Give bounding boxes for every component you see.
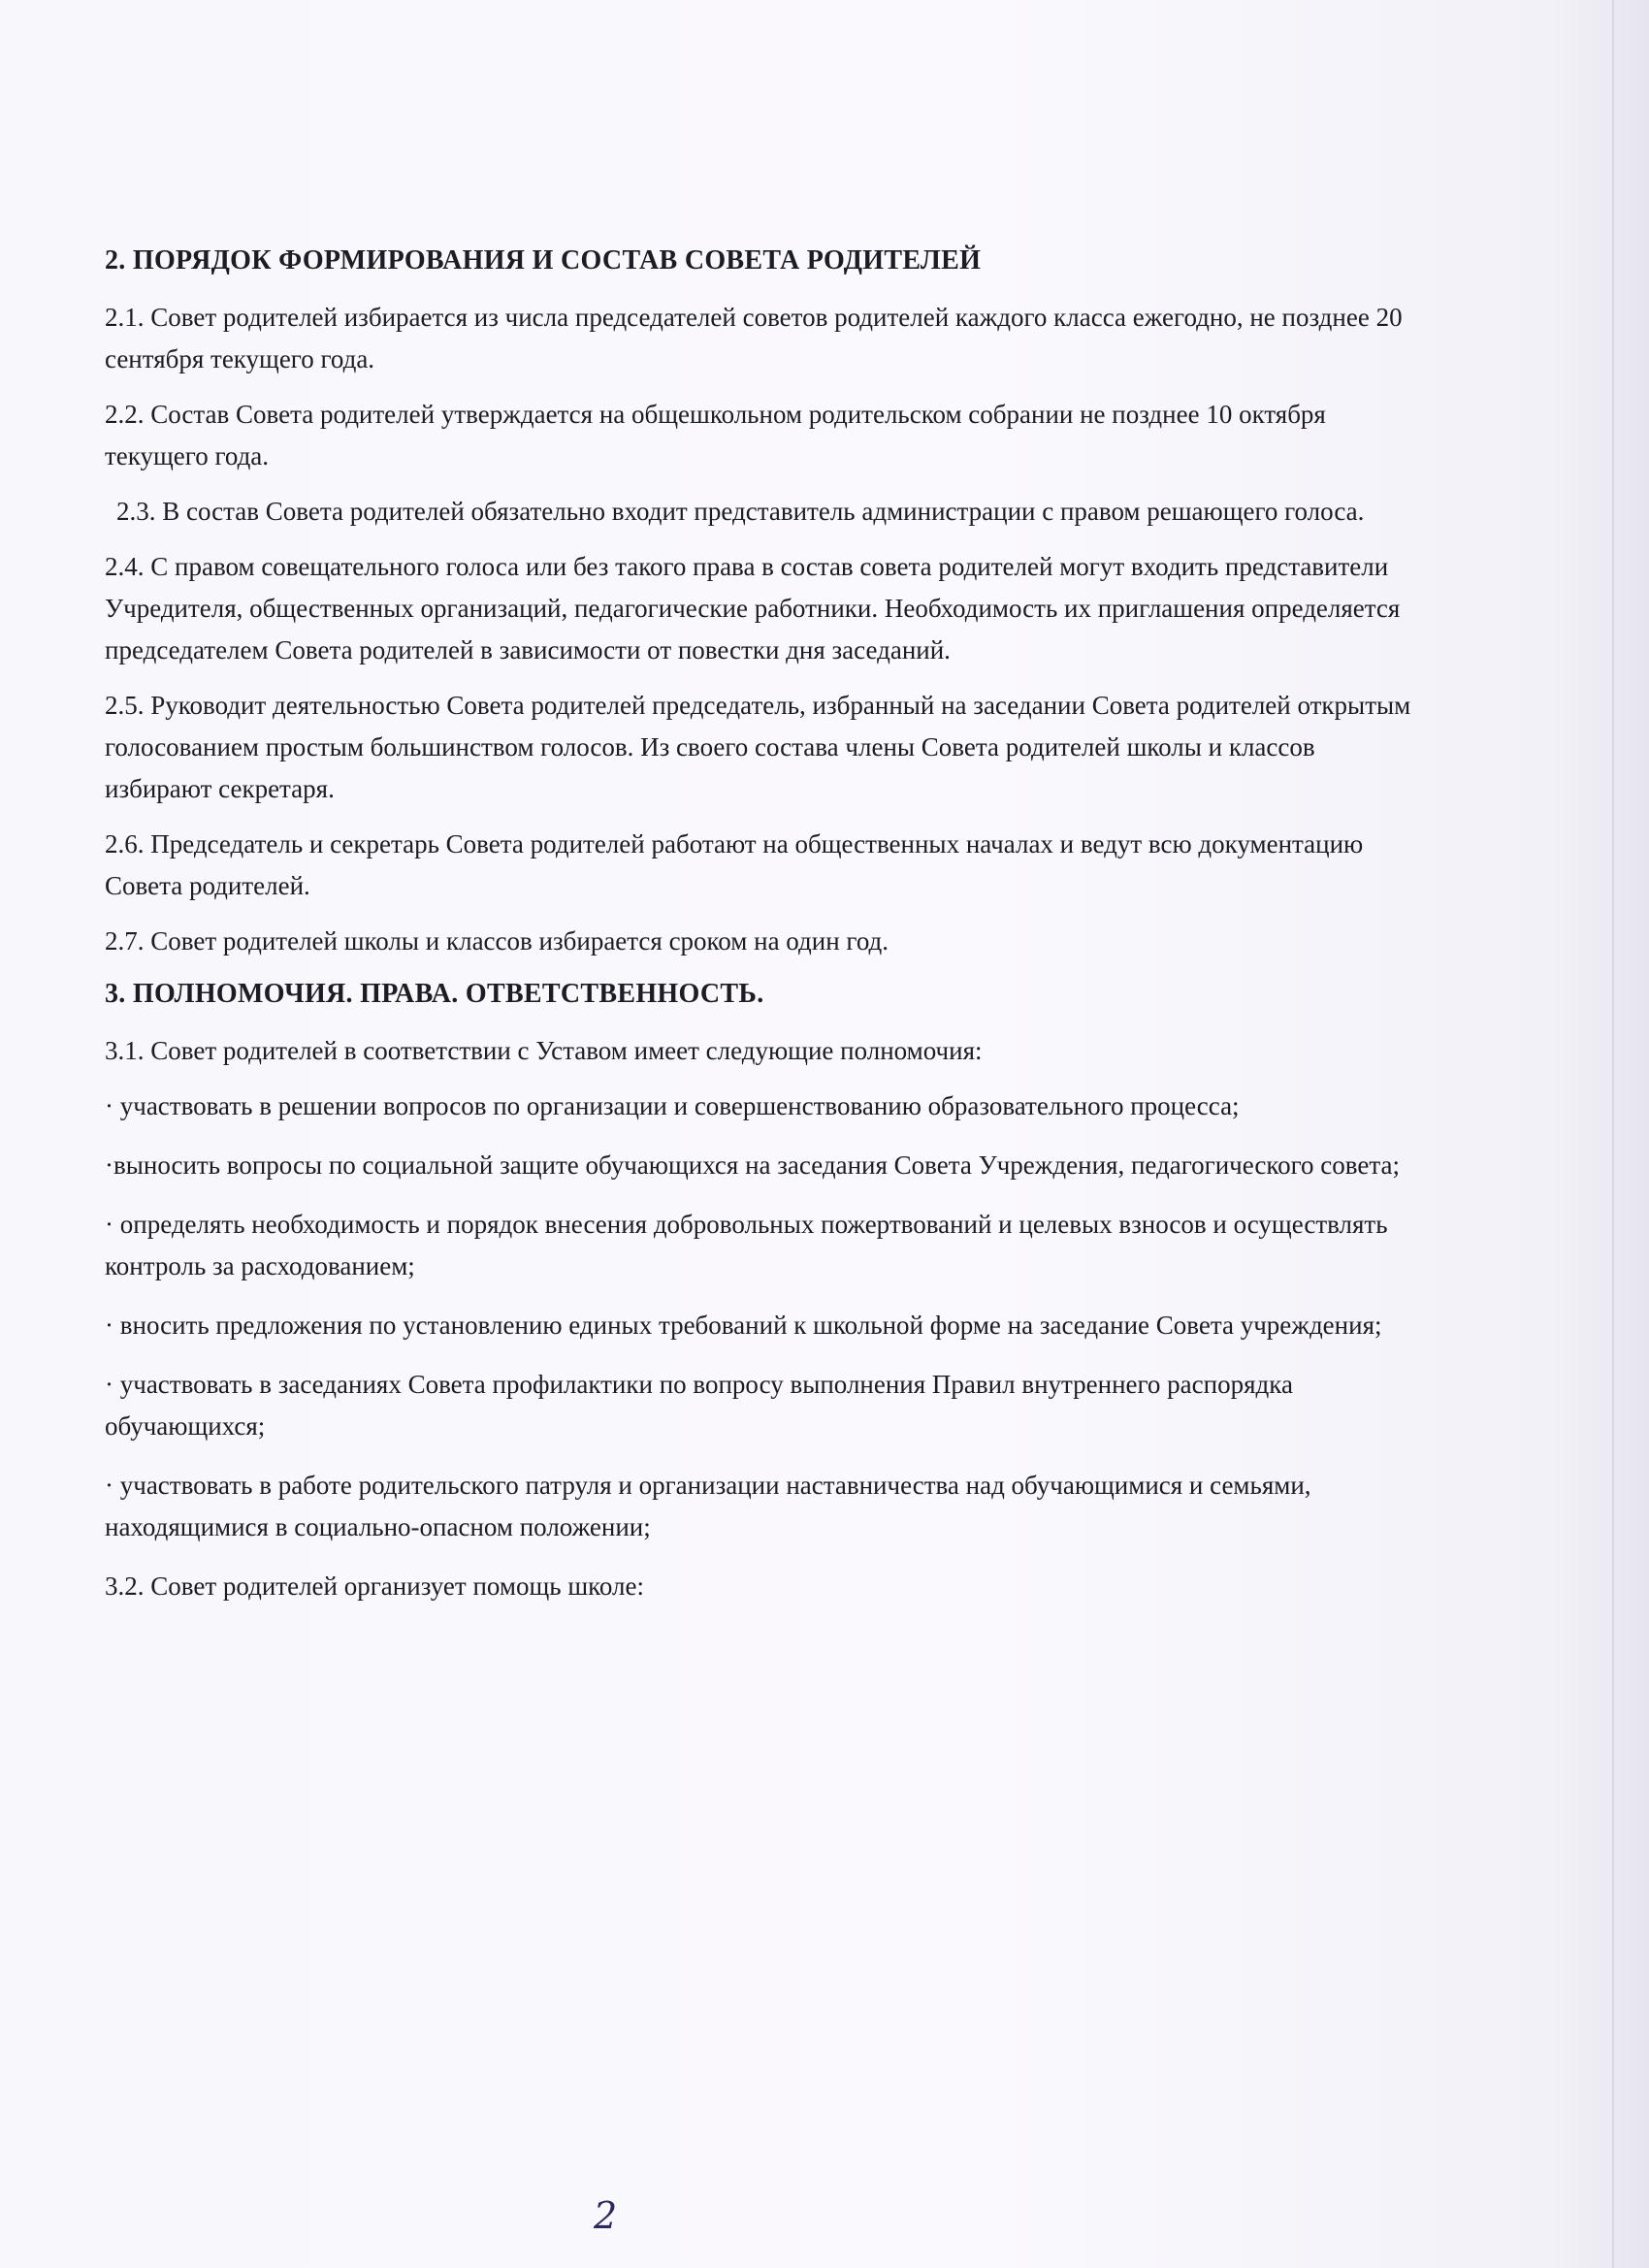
list-item: · участвовать в решении вопросов по организации и совершенствованию образовательного процесса; (105, 1091, 1240, 1120)
section-3-heading: 3. ПОЛНОМОЧИЯ. ПРАВА. ОТВЕТСТВЕННОСТЬ. (105, 979, 764, 1009)
clause-2-4: 2.4. С правом совещательного голоса или без такого права в состав совета родителей могут входить представители Учредителя, общественных организаций, педагогические работники. Необходимость их приглашения определяется председателем Совета родителей в зависимости от повестки дня заседаний. (105, 552, 1401, 664)
list-item: · определять необходимость и порядок внесения добровольных пожертвований и целевых взносов и осуществлять контроль за расходованием; (105, 1210, 1388, 1280)
list-item: ·выносить вопросы по социальной защите обучающихся на заседания Совета Учреждения, педагогического совета; (105, 1150, 1400, 1180)
clause-3-1: 3.1. Совет родителей в соответствии с Уставом имеет следующие полномочия: (105, 1036, 983, 1065)
page-edge-divider (1612, 0, 1614, 2268)
clause-2-5: 2.5. Руководит деятельностью Совета родителей председатель, избранный на заседании Совета родителей открытым голосованием простым большинством голосов. Из своего состава члены Совета родителей школы и классов избирают секретаря. (105, 691, 1411, 803)
clause-2-2: 2.2. Состав Совета родителей утверждается на общешкольном родительском собрании не позднее 10 октября текущего года. (105, 400, 1326, 470)
clause-2-3: 2.3. В состав Совета родителей обязательно входит представитель администрации с правом решающего голоса. (116, 497, 1365, 526)
section-2-heading: 2. ПОРЯДОК ФОРМИРОВАНИЯ И СОСТАВ СОВЕТА РОДИТЕЛЕЙ (105, 245, 982, 275)
clause-2-7: 2.7. Совет родителей школы и классов избирается сроком на один год. (105, 926, 889, 956)
clause-2-1: 2.1. Совет родителей избирается из числа председателей советов родителей каждого класса ежегодно, не позднее 20 сентября текущего года. (105, 303, 1403, 373)
list-item: · вносить предложения по установлению единых требований к школьной форме на заседание Совета учреждения; (105, 1311, 1382, 1340)
list-item: · участвовать в работе родительского патруля и организации наставничества над обучающимися и семьями, находящимися в социально-опасном положении; (105, 1471, 1311, 1541)
document-body (105, 243, 1414, 1621)
clause-2-6: 2.6. Председатель и секретарь Совета родителей работают на общественных началах и ведут всю документацию Совета родителей. (105, 829, 1364, 900)
list-item: · участвовать в заседаниях Совета профилактики по вопросу выполнения Правил внутреннего распорядка обучающихся; (105, 1370, 1293, 1441)
clause-3-2: 3.2. Совет родителей организует помощь школе: (105, 1571, 644, 1601)
page-number: 2 (594, 2194, 618, 2237)
